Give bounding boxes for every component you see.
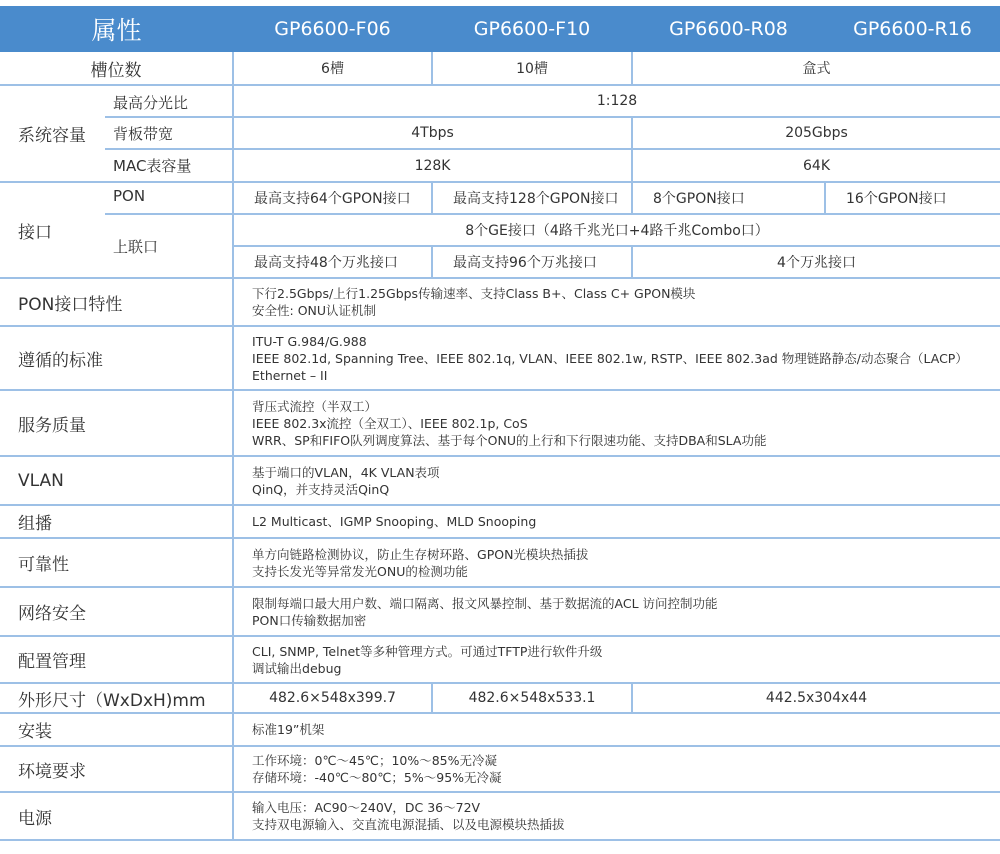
sub-label: 上联口 xyxy=(105,214,233,278)
detail-cell xyxy=(233,538,1000,587)
attr-header: 属性 xyxy=(0,6,233,52)
row-label: VLAN xyxy=(0,456,233,505)
cell: 128K xyxy=(233,149,632,182)
detail-line: ITU-T G.984/G.988 xyxy=(252,333,367,349)
row-label: 遵循的标准 xyxy=(0,326,233,390)
row-label: 组播 xyxy=(0,505,233,538)
cell: 442.5x304x44 xyxy=(632,683,1000,713)
model-header: GP6600-R16 xyxy=(825,6,1000,52)
cell: 64K xyxy=(632,149,1000,182)
detail-cell xyxy=(233,505,1000,538)
cell: 4Tbps xyxy=(233,117,632,149)
detail-cell xyxy=(233,278,1000,326)
detail-line: 限制每端口最大用户数、端口隔离、报文风暴控制、基于数据流的ACL 访问控制功能 xyxy=(252,595,718,611)
cell: 8个GE接口（4路千兆光口+4路千兆Combo口） xyxy=(233,214,1000,246)
cell: 最高支持96个万兆接口 xyxy=(432,246,632,278)
detail-line: PON口传输数据加密 xyxy=(252,612,367,628)
detail-line: 支持长发光等异常发光ONU的检测功能 xyxy=(252,563,468,579)
table-row xyxy=(0,149,1000,182)
table-row xyxy=(0,85,1000,117)
row-label: 配置管理 xyxy=(0,636,233,683)
detail-cell xyxy=(233,390,1000,456)
table-row xyxy=(0,52,1000,85)
table-row xyxy=(0,746,1000,792)
detail-cell xyxy=(233,326,1000,390)
row-label: 槽位数 xyxy=(0,52,233,85)
header-row xyxy=(0,6,1000,52)
detail-cell xyxy=(233,746,1000,792)
cell: 最高支持64个GPON接口 xyxy=(233,182,432,214)
detail-cell xyxy=(233,636,1000,683)
row-label: 电源 xyxy=(0,792,233,840)
row-label: 环境要求 xyxy=(0,746,233,792)
row-label: PON接口特性 xyxy=(0,278,233,326)
sub-label: 最高分光比 xyxy=(105,85,233,117)
cell: 482.6×548x533.1 xyxy=(432,683,632,713)
detail-cell xyxy=(233,456,1000,505)
detail-line: QinQ，并支持灵活QinQ xyxy=(252,481,390,497)
detail-line: 单方向链路检测协议，防止生存树环路、GPON光模块热插拔 xyxy=(252,546,589,562)
detail-line: 输入电压：AC90～240V，DC 36～72V xyxy=(252,800,481,815)
sub-label: MAC表容量 xyxy=(105,149,233,182)
table-row xyxy=(0,456,1000,505)
table-row xyxy=(0,278,1000,326)
spec-table xyxy=(0,6,1000,841)
detail-line: L2 Multicast、IGMP Snooping、MLD Snooping xyxy=(252,514,537,529)
detail-line: IEEE 802.1d, Spanning Tree、IEEE 802.1q, VLAN、IEEE 802.1w, RSTP、IEEE 802.3ad 物理链路静态/动态聚合（LACP） xyxy=(252,350,968,366)
detail-line: 工作环境：0℃～45℃；10%～85%无冷凝 xyxy=(252,753,498,768)
cell: 盒式 xyxy=(632,52,1000,85)
table-row xyxy=(0,538,1000,587)
sub-label: PON xyxy=(105,182,233,214)
table-row xyxy=(0,713,1000,746)
model-header: GP6600-F06 xyxy=(233,6,432,52)
model-header: GP6600-R08 xyxy=(632,6,825,52)
detail-line: 下行2.5Gbps/上行1.25Gbps传输速率、支持Class B+、Class C+ GPON模块 xyxy=(252,286,696,301)
cell: 16个GPON接口 xyxy=(825,182,1000,214)
table-row xyxy=(0,636,1000,683)
table-row xyxy=(0,182,1000,214)
detail-line: 调试输出debug xyxy=(252,660,342,676)
cell: 205Gbps xyxy=(632,117,1000,149)
cell: 8个GPON接口 xyxy=(632,182,825,214)
detail-line: 基于端口的VLAN，4K VLAN表项 xyxy=(252,464,440,480)
cell: 10槽 xyxy=(432,52,632,85)
cell: 4个万兆接口 xyxy=(632,246,1000,278)
table-row xyxy=(0,214,1000,246)
table-row xyxy=(0,683,1000,713)
detail-line: CLI, SNMP, Telnet等多种管理方式。可通过TFTP进行软件升级 xyxy=(252,643,603,659)
cell: 6槽 xyxy=(233,52,432,85)
detail-cell xyxy=(233,587,1000,636)
detail-line: 安全性: ONU认证机制 xyxy=(252,303,377,318)
table-row xyxy=(0,326,1000,390)
cell: 最高支持48个万兆接口 xyxy=(233,246,432,278)
detail-cell xyxy=(233,792,1000,840)
detail-line: 背压式流控（半双工） xyxy=(252,398,378,414)
table-row xyxy=(0,117,1000,149)
cell: 1:128 xyxy=(233,85,1000,117)
cell: 最高支持128个GPON接口 xyxy=(432,182,632,214)
table-row xyxy=(0,505,1000,538)
detail-line: 存储环境：-40℃～80℃；5%～95%无冷凝 xyxy=(252,770,502,785)
row-label: 网络安全 xyxy=(0,587,233,636)
row-label: 可靠性 xyxy=(0,538,233,587)
row-label: 接口 xyxy=(0,182,105,278)
cell: 482.6×548x399.7 xyxy=(233,683,432,713)
model-header: GP6600-F10 xyxy=(432,6,632,52)
row-label: 外形尺寸（WxDxH)mm xyxy=(0,683,233,713)
sub-label: 背板带宽 xyxy=(105,117,233,149)
detail-line: WRR、SP和FIFO队列调度算法、基于每个ONU的上行和下行限速功能、支持DBA和SLA功能 xyxy=(252,432,767,448)
table-row xyxy=(0,390,1000,456)
row-label: 系统容量 xyxy=(0,85,105,182)
detail-line: 标准19”机架 xyxy=(252,722,325,737)
table-row xyxy=(0,587,1000,636)
detail-line: IEEE 802.3x流控（全双工）、IEEE 802.1p, CoS xyxy=(252,415,528,431)
row-label: 服务质量 xyxy=(0,390,233,456)
table-row xyxy=(0,792,1000,840)
detail-line: 支持双电源输入、交直流电源混插、以及电源模块热插拔 xyxy=(252,817,565,832)
detail-line: Ethernet – II xyxy=(252,367,328,383)
row-label: 安装 xyxy=(0,713,233,746)
detail-cell xyxy=(233,713,1000,746)
